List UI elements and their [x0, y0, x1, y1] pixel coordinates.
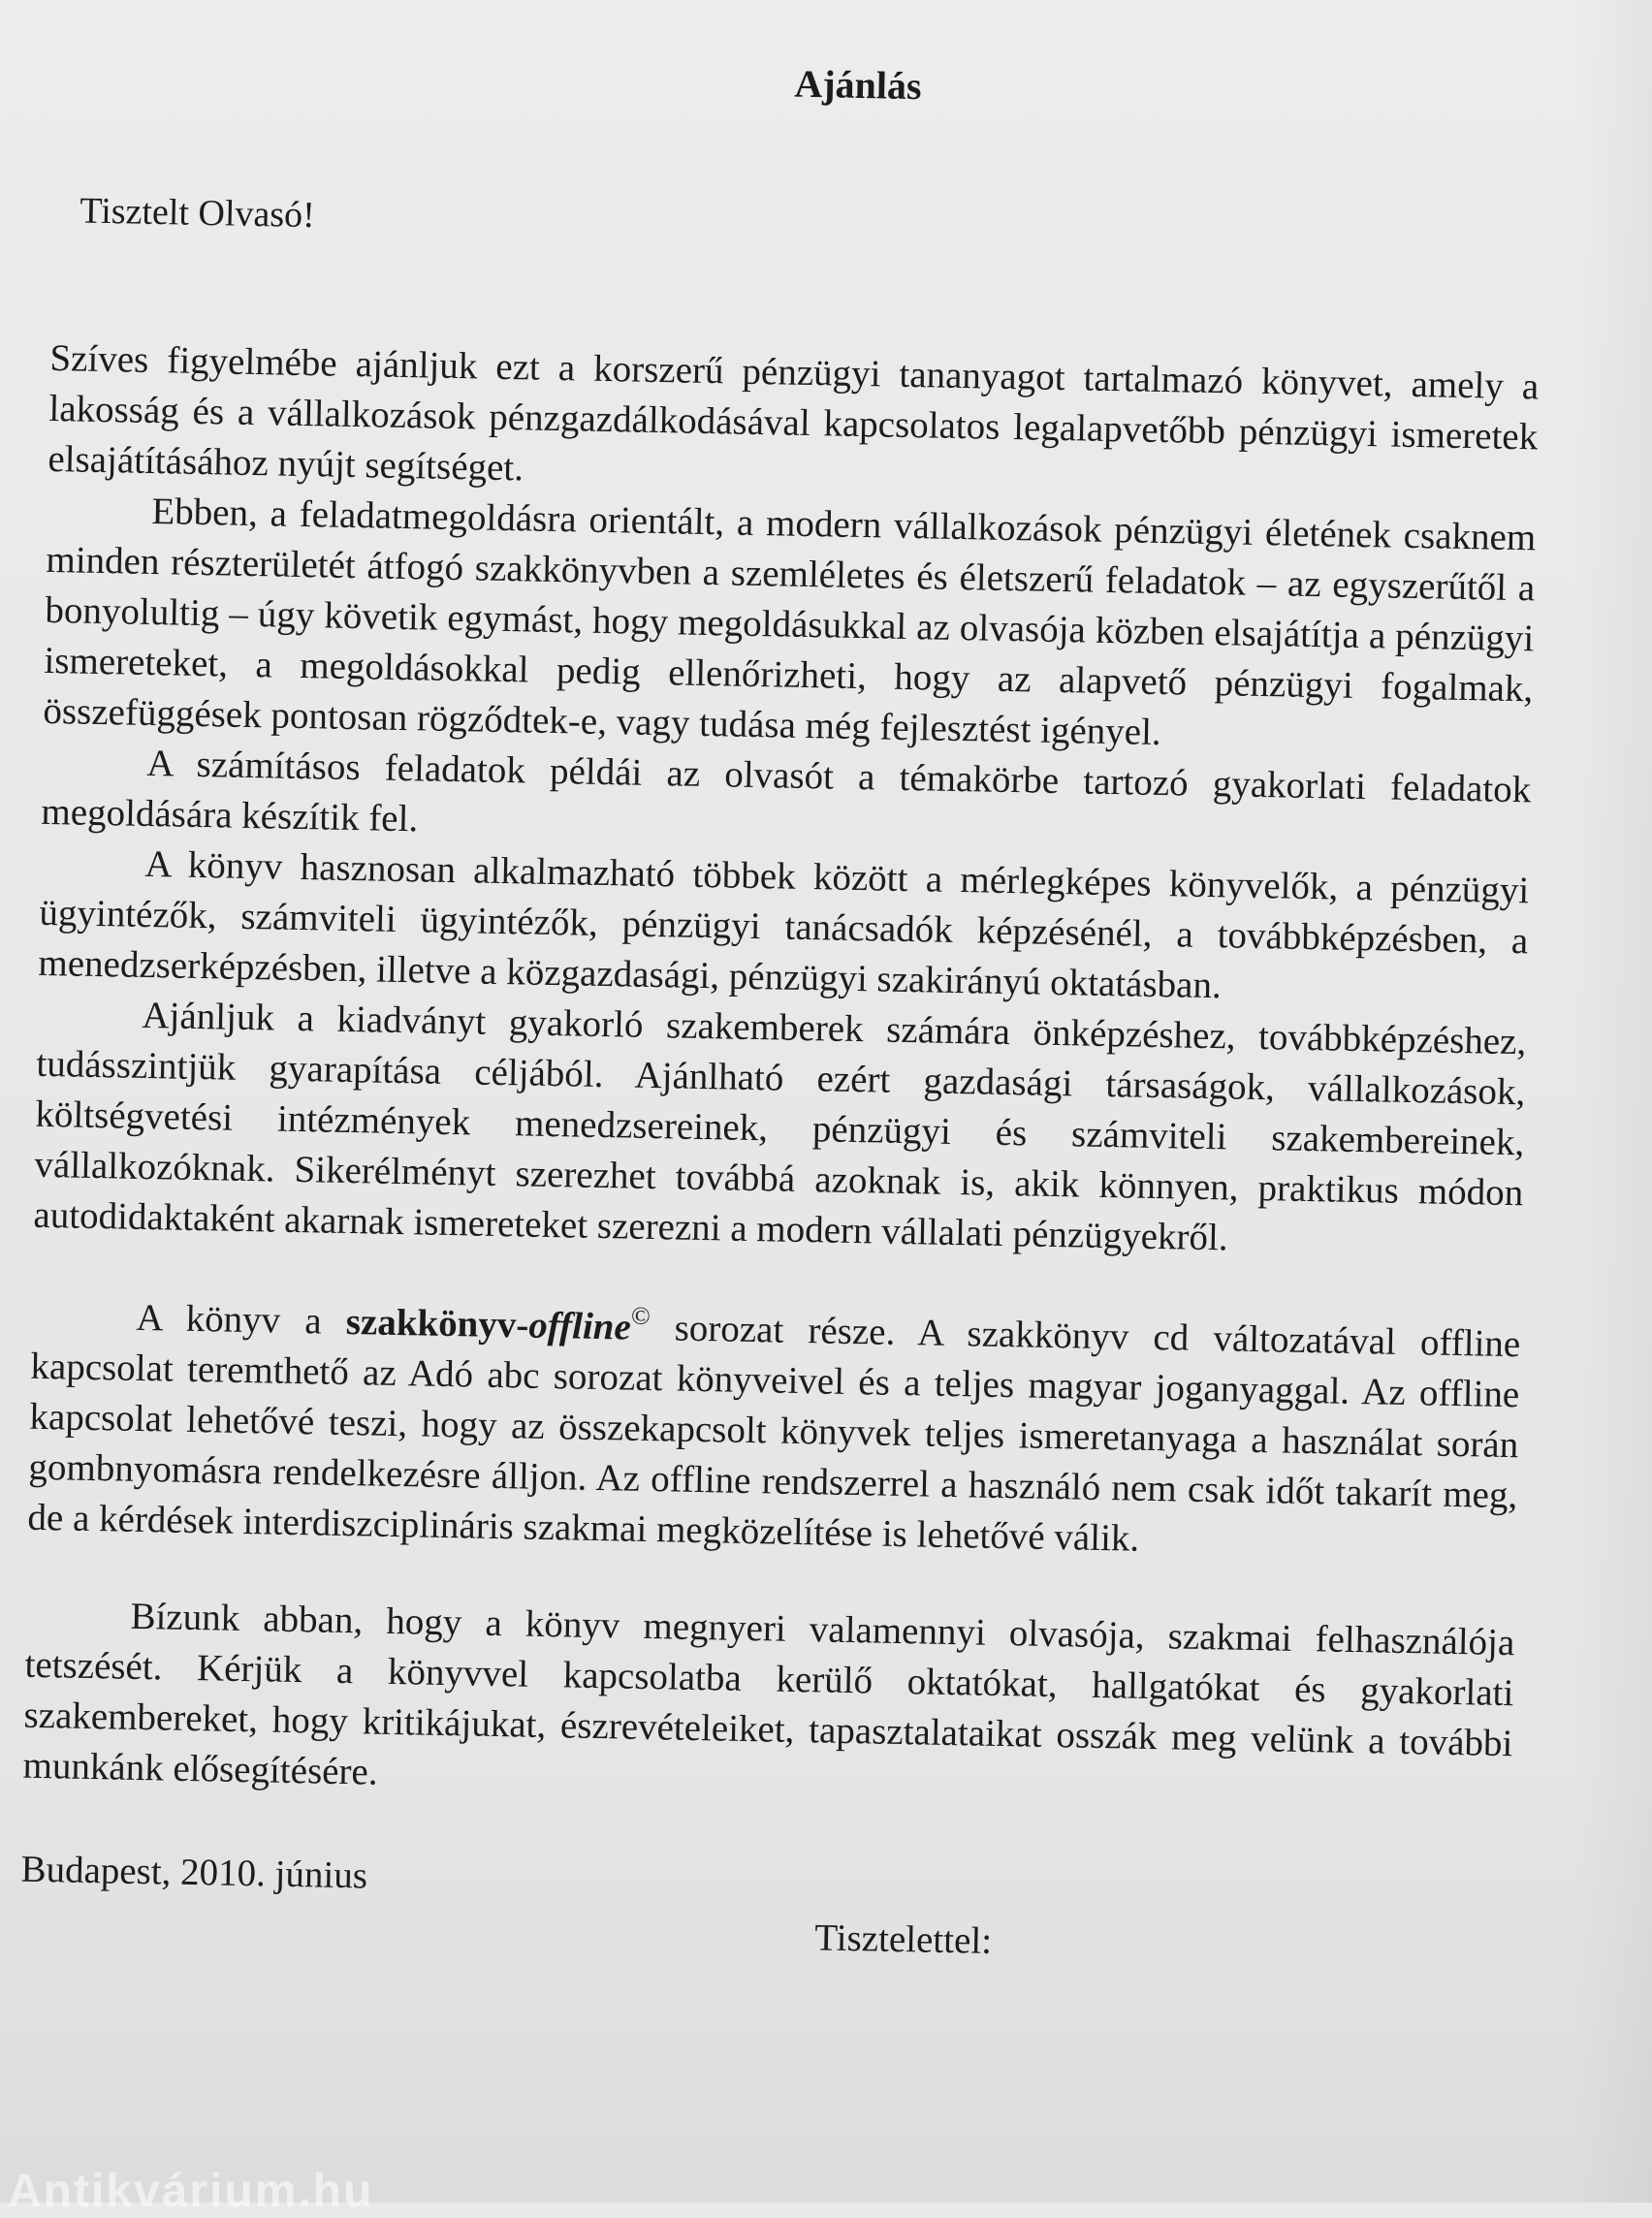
document-content [19, 29, 1545, 1973]
paragraph-series [27, 1291, 1521, 1571]
paragraph-recommendation: Ajánljuk a kiadványt gyakorló szakemberek számára önképzéshez, továbbképzéshez, tudásszintjük gyarapítása céljából. Ajánlható ezért gazdasági társaságok, vállalkozások, költségvetési intézmények menedzsereinek, pénzügyi és számviteli szakembereinek, vállalkozóknak. Sikerélményt szerezhet továbbá azoknak is, akik könnyen, praktikus módon autodidaktaként akarnak ismereteket szerezni a modern vállalati pénzügyekről. [33, 994, 1527, 1259]
page-title: Ajánlás [794, 61, 923, 109]
copyright-mark: © [630, 1301, 651, 1331]
salutation: Tisztelt Olvasó! [79, 190, 316, 237]
series-text-before: A könyv a [136, 1296, 347, 1343]
paragraph-closing: Bízunk abban, hogy a könyv megnyeri valamennyi olvasója, szakmai felhasználója tetszését. Kérjük a könyvvel kapcsolatba kerülő oktatókat, hallgatókat és gyakorlati szakembereket, hogy kritikájukat, észrevételeiket, tapasztalataikat osszák meg velünk a további munkánk elősegítésére. [22, 1595, 1515, 1793]
series-name [345, 1301, 651, 1348]
paragraph-approach: Ebben, a feladatmegoldásra orientált, a modern vállalkozások pénzügyi életének csaknem minden részterületét átfogó szakkönyvben a szemléletes és életszerű feladatok – az egyszerűtől a bonyolultig – úgy követik egymást, hogy megoldásukkal az olvasója közben elsajátítja a pénzügyi ismereteket, a megoldásokkal pedig ellenőrizheti, hogy az alapvető pénzügyi fogalmak, összefüggések pontosan rögződtek-e, vagy tudása még fejlesztést igényel. [43, 490, 1537, 754]
series-name-italic: offline [527, 1304, 632, 1348]
signoff: Tisztelettel: [813, 1917, 993, 1962]
page-edge-shade [1574, 0, 1652, 2202]
paragraph-usage: A könyv hasznosan alkalmazható többek között a mérlegképes könyvelők, a pénzügyi ügyintézők, számviteli ügyintézők, pénzügyi tanácsadók képzésénél, a továbbképzésben, a menedzserképzésben, illetve a közgazdasági, pénzügyi szakirányú oktatásban. [38, 842, 1530, 1007]
place-date: Budapest, 2010. június [20, 1848, 368, 1897]
watermark: Antikvárium.hu [8, 2166, 374, 2217]
paragraph-examples: A számításos feladatok példái az olvasót a témakörbe tartozó gyakorlati feladatok megoldására készítik fel. [41, 742, 1532, 840]
paragraph-intro: Szíves figyelmébe ajánljuk ezt a korszerű pénzügyi tananyagot tartalmazó könyvet, amely a lakosság és a vállalkozások pénzgazdálkodásával kapcsolatos legalapvetőbb pénzügyi ismeretek elsajátításához nyújt segítséget. [48, 336, 1540, 490]
series-text-after: sorozat része. A szakkönyv cd változatával offline kapcsolat teremthető az Adó abc sorozat könyveivel és a teljes magyar joganyaggal. Az offline kapcsolat lehetővé teszi, hogy az összekapcsolt könyvek teljes ismeretanyaga a használat során gombnyomásra rendelkezésre álljon. Az offline rendszerrel a használó nem csak időt takarít meg, de a kérdések interdiszciplináris szakmai megközelítése is lehetővé válik. [27, 1307, 1521, 1560]
series-name-bold: szakkönyv- [345, 1300, 529, 1347]
